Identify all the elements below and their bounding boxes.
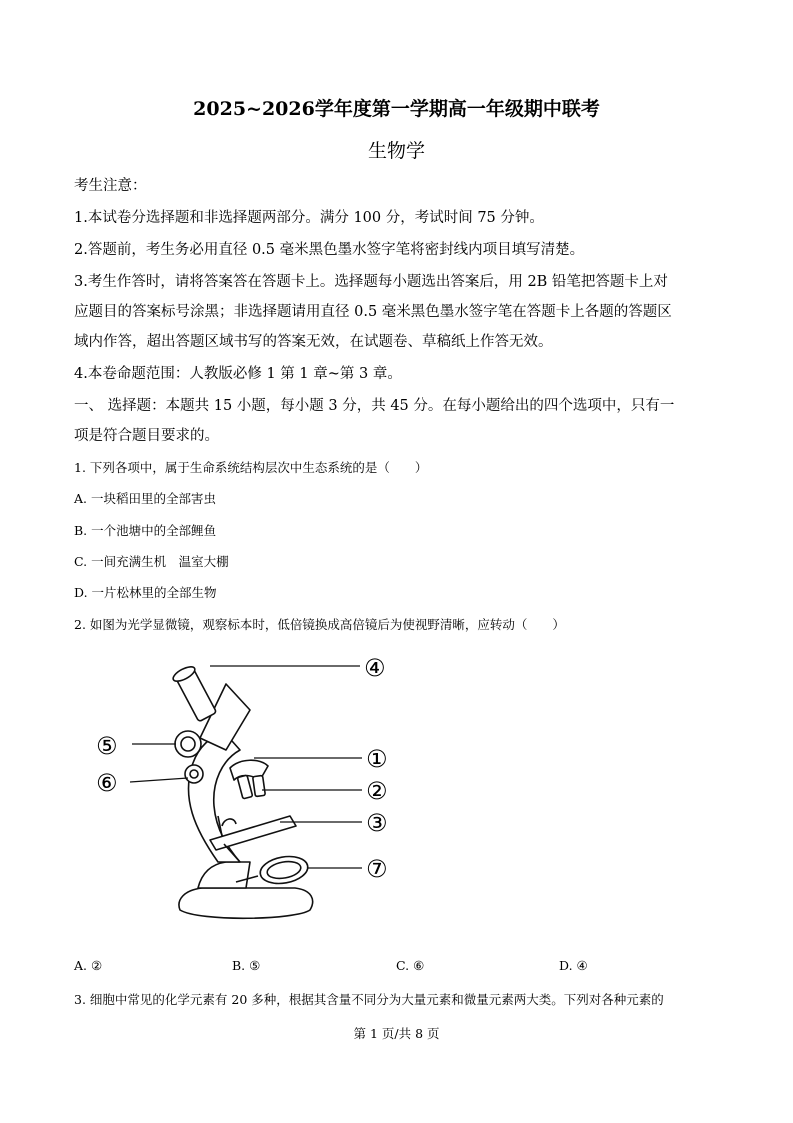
label-4: ④ xyxy=(364,654,386,682)
question-3-stem: 3. 细胞中常见的化学元素有 20 多种，根据其含量不同分为大量元素和微量元素两大类。下列对各种元素的 xyxy=(74,992,664,1007)
note-3-line-3: 域内作答，超出答题区域书写的答案无效，在试题卷、草稿纸上作答无效。 xyxy=(74,334,553,350)
question-2-option-a: A. ② xyxy=(74,958,103,973)
pointer-line-6 xyxy=(130,778,188,782)
microscope-pillar xyxy=(198,862,250,888)
question-2-stem: 2. 如图为光学显微镜，观察标本时，低倍镜换成高倍镜后为使视野清晰，应转动（ ） xyxy=(74,617,565,632)
objective-lens-2 xyxy=(253,775,266,796)
question-2-option-c: C. ⑥ xyxy=(396,958,425,973)
microscope-figure xyxy=(90,650,410,940)
note-3-line-2: 应题目的答案标号涂黑；非选择题请用直径 0.5 毫米黑色墨水签字笔在答题卡上各题的答题区 xyxy=(74,304,672,320)
microscope-stage xyxy=(210,816,296,850)
question-1-option-d: D. 一片松林里的全部生物 xyxy=(74,585,217,600)
question-1-option-c: C. 一间充满生机 温室大棚 xyxy=(74,554,229,569)
label-2: ② xyxy=(366,777,388,805)
note-1: 1.本试卷分选择题和非选择题两部分。满分 100 分，考试时间 75 分钟。 xyxy=(74,210,544,226)
objective-lens-1 xyxy=(237,775,252,799)
label-6: ⑥ xyxy=(96,769,118,797)
question-1-stem: 1. 下列各项中，属于生命系统结构层次中生态系统的是（ ） xyxy=(74,460,428,475)
question-2-option-d: D. ④ xyxy=(559,958,588,973)
section-instructions-line-2: 项是符合题目要求的。 xyxy=(74,428,219,444)
question-1-option-a: A. 一块稻田里的全部害虫 xyxy=(74,491,216,506)
question-1-option-b: B. 一个池塘中的全部鲤鱼 xyxy=(74,523,217,538)
note-4: 4.本卷命题范围：人教版必修 1 第 1 章~第 3 章。 xyxy=(74,366,402,382)
question-2-options xyxy=(74,958,734,980)
notes-heading: 考生注意： xyxy=(74,178,147,194)
exam-title: 2025~2026学年度第一学期高一年级期中联考 xyxy=(193,98,600,120)
label-1: ① xyxy=(366,745,388,773)
label-7: ⑦ xyxy=(366,855,388,883)
label-5: ⑤ xyxy=(96,732,118,760)
question-2-option-b: B. ⑤ xyxy=(232,958,261,973)
note-2: 2.答题前，考生务必用直径 0.5 毫米黑色墨水签字笔将密封线内项目填写清楚。 xyxy=(74,242,585,258)
exam-subject: 生物学 xyxy=(367,140,425,162)
note-3-line-1: 3.考生作答时，请将答案答在答题卡上。选择题每小题选出答案后，用 2B 铅笔把答题卡上对 xyxy=(74,274,668,290)
page-footer: 第 1 页/共 8 页 xyxy=(353,1026,440,1041)
microscope-base xyxy=(179,888,313,918)
section-instructions-line-1: 一、 选择题：本题共 15 小题，每小题 3 分，共 45 分。在每小题给出的四个选项中，只有一 xyxy=(74,398,675,414)
label-3: ③ xyxy=(366,809,388,837)
